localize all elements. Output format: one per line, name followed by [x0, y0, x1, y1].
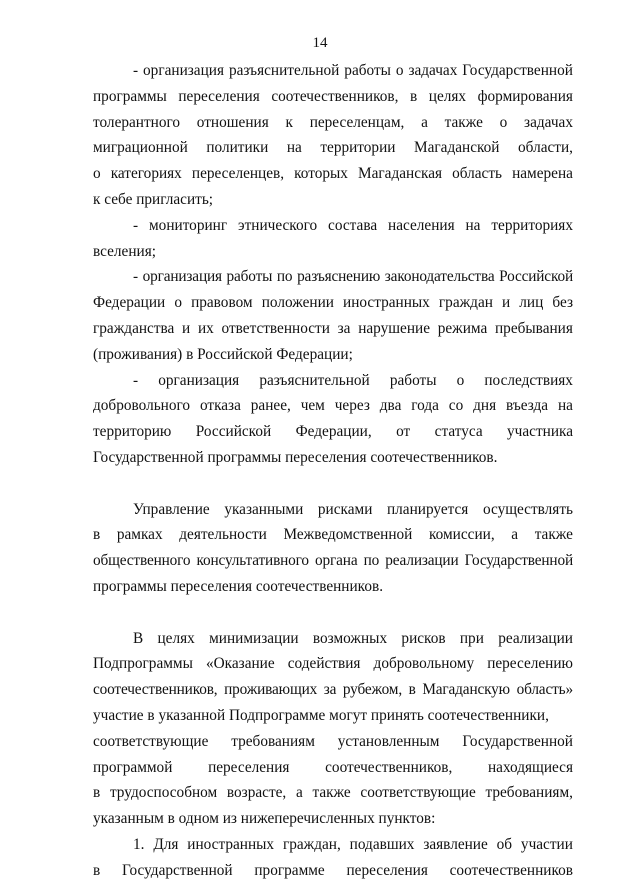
word: область» [516, 681, 573, 699]
text-line [93, 316, 573, 342]
word: консультативного [196, 552, 309, 570]
word: по [276, 268, 293, 286]
text-line [93, 58, 573, 84]
word: дня [473, 397, 497, 415]
word: содействия [287, 655, 361, 673]
word: планируется [386, 500, 469, 518]
word: - [133, 62, 139, 79]
text-line [93, 677, 573, 703]
word: работы [344, 62, 391, 79]
word: возможных [312, 629, 388, 647]
text-line [93, 264, 573, 290]
word: территориях [491, 216, 573, 234]
word: Подпрограммы [93, 655, 193, 673]
text-line [93, 548, 573, 574]
text-line [93, 419, 573, 445]
word: и [502, 294, 511, 312]
word: реализации [385, 552, 459, 570]
word: «Оказание [205, 655, 275, 673]
word: соответствующие [93, 732, 209, 750]
word: Магаданскую [422, 681, 510, 699]
word: организация [143, 62, 225, 79]
word: режима [437, 319, 488, 337]
word: со [448, 397, 464, 415]
word: рамках [116, 526, 163, 544]
text-line: (проживания) в Российской Федерации; [93, 345, 353, 363]
word: общественного [93, 552, 191, 570]
word: органа [315, 552, 358, 570]
word: организация [142, 268, 222, 286]
text-line [93, 858, 573, 884]
word: чем [300, 397, 325, 415]
paragraph-gap [93, 600, 573, 626]
word: граждан [438, 294, 493, 312]
word: положении [261, 294, 334, 312]
word: целях [157, 629, 195, 647]
text-line [93, 755, 573, 781]
text-line: вселения; [93, 242, 156, 260]
word: работы [226, 268, 273, 286]
word: переселенцев, [191, 165, 285, 183]
word: осуществлять [482, 500, 573, 518]
word: соотечественников [449, 861, 573, 879]
word: на [286, 139, 302, 157]
word: миграционной [93, 139, 188, 157]
word: в [410, 87, 418, 105]
word: через [334, 397, 370, 415]
word: установленным [337, 732, 440, 750]
word: рисками [317, 500, 373, 518]
word: политики [206, 139, 269, 157]
word: область [452, 165, 503, 183]
word: законодательства [384, 268, 495, 286]
word: подавших [349, 835, 415, 853]
word: Российской [195, 423, 272, 441]
word: Для [153, 835, 179, 853]
word: два [379, 397, 402, 415]
word: добровольного [93, 397, 191, 415]
word: а [421, 113, 428, 131]
word: переселения [208, 758, 290, 776]
word: Магаданская [358, 165, 443, 183]
word: задачах [408, 62, 458, 79]
page-number: 14 [312, 35, 328, 51]
word: разъяснению [297, 268, 381, 286]
text-line: участие в указанной Подпрограмме могут принять соотечественники, [93, 706, 549, 724]
word: о [499, 113, 508, 131]
word: проживающих [224, 681, 318, 699]
word: этнического [238, 216, 318, 234]
word: переселенцам, [309, 113, 405, 131]
word: разъяснительной [228, 62, 340, 79]
word: соответствующие [360, 784, 476, 802]
word: об [496, 835, 513, 853]
word: на [557, 397, 573, 415]
word: Государственной [121, 861, 233, 879]
word: программы [93, 87, 167, 105]
word: требованиям [231, 732, 315, 750]
word: Магаданской [414, 139, 500, 157]
word: требованиям, [485, 784, 573, 802]
word: возрасте, [226, 784, 287, 802]
word: также [534, 526, 573, 544]
word: в [93, 526, 101, 544]
word: иностранных [187, 835, 275, 853]
word: соотечественников, [271, 87, 399, 105]
word: участии [520, 835, 573, 853]
word: граждан, [282, 835, 341, 853]
word: переселению [487, 655, 573, 673]
word: нарушение [358, 319, 430, 337]
word: целях [428, 87, 467, 105]
word: при [459, 629, 484, 647]
text-line [93, 161, 573, 187]
word: населения [388, 216, 455, 234]
word: рисков [401, 629, 446, 647]
word: ранее, [250, 397, 291, 415]
word: программе [254, 861, 325, 879]
word: - [133, 371, 139, 389]
word: Управление [133, 500, 210, 518]
word: указанными [224, 500, 304, 518]
text-line [93, 522, 573, 548]
word: Государственной [462, 732, 573, 750]
word: Государственной [464, 552, 573, 570]
word: переселения [178, 87, 260, 105]
text-line [93, 651, 573, 677]
word: рубежом, [342, 681, 403, 699]
word: к [285, 113, 293, 131]
word: формирования [477, 87, 573, 105]
word: территорию [93, 423, 172, 441]
word: за [323, 681, 337, 699]
word: без [552, 294, 573, 312]
text-line [93, 780, 573, 806]
word: Российской [499, 268, 573, 286]
word: отказа [199, 397, 241, 415]
word: организация [158, 371, 240, 389]
document-body [93, 58, 573, 884]
text-line [93, 626, 573, 652]
text-line [93, 290, 573, 316]
word: в [93, 861, 101, 879]
word: Федерации [93, 294, 166, 312]
word: работы [389, 371, 437, 389]
word: и [182, 319, 191, 337]
word: участника [507, 423, 573, 441]
text-line [93, 135, 573, 161]
word: также [312, 784, 351, 802]
word: 1. [133, 835, 145, 853]
word: мониторинг [149, 216, 228, 234]
word: за [337, 319, 351, 337]
word: последствиях [484, 371, 573, 389]
text-line [93, 393, 573, 419]
word: добровольному [373, 655, 475, 673]
word: задачах [524, 113, 573, 131]
word: ответственности [221, 319, 330, 337]
text-line [93, 110, 573, 136]
word: в [408, 681, 416, 699]
word: которых [294, 165, 348, 183]
text-line: к себе пригласить; [93, 190, 214, 208]
text-line [93, 832, 573, 858]
text-line [93, 729, 573, 755]
word: гражданства [93, 319, 175, 337]
word: года [411, 397, 439, 415]
word: о [174, 294, 182, 312]
word: Государственной [462, 62, 573, 79]
word: правовом [191, 294, 253, 312]
word: на [465, 216, 481, 234]
word: деятельности [179, 526, 267, 544]
paragraph-gap [93, 471, 573, 497]
word: их [197, 319, 214, 337]
word: области, [518, 139, 573, 157]
word: пребывания [495, 319, 573, 337]
word: въезда [506, 397, 549, 415]
word: минимизации [209, 629, 299, 647]
word: намерена [512, 165, 573, 183]
word: также [444, 113, 483, 131]
word: переселения [346, 861, 428, 879]
text-line [93, 84, 573, 110]
word: лиц [519, 294, 544, 312]
text-line: программы переселения соотечественников. [93, 577, 384, 595]
word: иностранных [343, 294, 430, 312]
word: категориях [110, 165, 182, 183]
word: статуса [434, 423, 483, 441]
text-line: Государственной программы переселения соотечественников. [93, 448, 498, 466]
word: в [93, 784, 101, 802]
word: о [395, 62, 404, 79]
word: о [456, 371, 465, 389]
text-line [93, 368, 573, 394]
word: заявление [423, 835, 488, 853]
word: Межведомственной [283, 526, 413, 544]
text-line [93, 497, 573, 523]
word: соотечественников, [93, 681, 218, 699]
word: - [133, 268, 138, 286]
word: соотечественников, [325, 758, 453, 776]
word: территории [320, 139, 396, 157]
word: программой [93, 758, 173, 776]
word: о [93, 165, 101, 183]
word: от [396, 423, 411, 441]
word: разъяснительной [259, 371, 370, 389]
word: трудоспособном [109, 784, 218, 802]
word: комиссии, [428, 526, 495, 544]
word: В [133, 629, 144, 647]
word: находящиеся [487, 758, 573, 776]
text-line: указанным в одном из нижеперечисленных пунктов: [93, 810, 436, 828]
word: а [511, 526, 519, 544]
word: - [133, 216, 139, 234]
word: толерантного [93, 113, 181, 131]
word: по [363, 552, 380, 570]
word: состава [328, 216, 378, 234]
word: а [295, 784, 303, 802]
word: отношения [196, 113, 269, 131]
word: реализации [498, 629, 573, 647]
word: Федерации, [295, 423, 372, 441]
text-line [93, 213, 573, 239]
